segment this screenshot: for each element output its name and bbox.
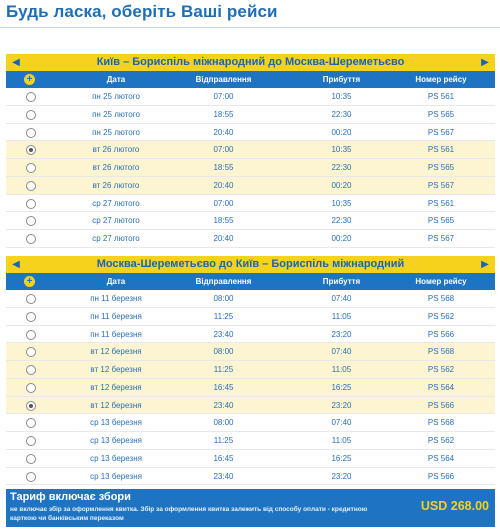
flight-row[interactable] — [6, 432, 495, 450]
flight-radio[interactable] — [26, 401, 36, 411]
flight-radio[interactable] — [26, 163, 36, 173]
arrival-time: 16:25 — [331, 453, 352, 463]
flight-date: ср 13 березня — [90, 436, 142, 445]
flight-radio[interactable] — [26, 330, 36, 340]
arrival-time: 10:35 — [331, 198, 352, 208]
flight-number: PS 562 — [427, 311, 455, 321]
flight-date: пн 25 лютого — [92, 92, 140, 101]
flight-radio[interactable] — [26, 110, 36, 120]
flight-row[interactable] — [6, 308, 495, 326]
arrival-time: 23:20 — [331, 471, 352, 481]
flight-radio[interactable] — [26, 454, 36, 464]
flight-number: PS 566 — [427, 329, 455, 339]
flight-row[interactable] — [6, 141, 495, 159]
flight-number: PS 561 — [427, 92, 455, 101]
departure-time: 07:00 — [213, 92, 234, 101]
column-arrival: Прибуття — [322, 277, 361, 286]
flight-radio[interactable] — [26, 181, 36, 191]
column-flight-number: Номер рейсу — [415, 75, 467, 84]
departure-time: 20:40 — [213, 234, 234, 243]
arrival-time: 10:35 — [331, 92, 352, 101]
flight-date: вт 26 лютого — [92, 180, 140, 190]
departure-time: 11:25 — [213, 365, 234, 374]
flight-date: пн 25 лютого — [92, 109, 140, 119]
flight-date: пн 11 березня — [90, 329, 142, 339]
flight-number: PS 561 — [427, 198, 455, 208]
flight-date: вт 12 березня — [90, 382, 142, 392]
column-departure: Відправлення — [195, 75, 252, 84]
flight-row[interactable] — [6, 397, 495, 415]
chevron-right-icon[interactable]: ▶ — [481, 259, 489, 270]
flight-number: PS 565 — [427, 216, 455, 226]
arrival-time: 07:40 — [331, 294, 352, 303]
plus-circle-icon[interactable]: + — [24, 276, 35, 287]
flight-radio[interactable] — [26, 92, 36, 102]
flight-date: пн 11 березня — [90, 311, 142, 321]
flight-number: PS 567 — [427, 127, 455, 137]
departure-time: 18:55 — [213, 109, 234, 119]
column-departure: Відправлення — [195, 277, 252, 286]
return-flight-list — [6, 290, 495, 485]
flight-date: вт 12 березня — [90, 400, 142, 410]
flight-date: ср 13 березня — [90, 453, 142, 463]
flight-radio[interactable] — [26, 234, 36, 244]
arrival-time: 00:20 — [331, 180, 352, 190]
flight-row[interactable] — [6, 230, 495, 248]
departure-time: 07:00 — [213, 145, 234, 155]
flight-row[interactable] — [6, 361, 495, 379]
flight-row[interactable] — [6, 159, 495, 177]
flight-date: вт 26 лютого — [92, 145, 140, 155]
arrival-time: 23:20 — [331, 329, 352, 339]
fare-title: Тариф включає збори — [10, 491, 131, 503]
return-route-bar — [6, 256, 495, 273]
departure-time: 23:40 — [213, 329, 234, 339]
outbound-flight-list — [6, 88, 495, 248]
flight-number: PS 565 — [427, 163, 455, 172]
arrival-time: 00:20 — [331, 127, 352, 137]
flight-row[interactable] — [6, 195, 495, 213]
arrival-time: 07:40 — [331, 347, 352, 357]
departure-time: 11:25 — [213, 436, 234, 445]
flight-date: ср 27 лютого — [92, 234, 140, 243]
departure-time: 18:55 — [213, 216, 234, 226]
flight-row[interactable] — [6, 468, 495, 486]
arrival-time: 22:30 — [331, 109, 352, 119]
column-arrival: Прибуття — [322, 75, 361, 84]
arrival-time: 10:35 — [331, 145, 352, 155]
departure-time: 23:40 — [213, 471, 234, 481]
flight-date: ср 27 лютого — [92, 216, 140, 226]
departure-time: 20:40 — [213, 127, 234, 137]
return-section — [6, 256, 495, 485]
plus-circle-icon[interactable]: + — [24, 74, 35, 85]
flight-date: ср 13 березня — [90, 418, 142, 428]
flight-row[interactable] — [6, 88, 495, 106]
flight-row[interactable] — [6, 450, 495, 468]
outbound-section — [6, 54, 495, 248]
flight-number: PS 568 — [427, 294, 455, 303]
chevron-left-icon[interactable]: ◀ — [12, 259, 20, 270]
flight-number: PS 564 — [427, 453, 455, 463]
flight-date: ср 13 березня — [90, 471, 142, 481]
flight-number: PS 562 — [427, 436, 455, 445]
arrival-time: 22:30 — [331, 163, 352, 172]
flight-date: пн 25 лютого — [92, 127, 140, 137]
flight-row[interactable] — [6, 212, 495, 230]
outbound-route-bar — [6, 54, 495, 71]
chevron-right-icon[interactable]: ▶ — [481, 57, 489, 68]
total-price: USD 268.00 — [420, 499, 489, 513]
arrival-time: 11:05 — [331, 365, 352, 374]
fare-summary — [6, 489, 495, 527]
flight-row[interactable] — [6, 343, 495, 361]
flight-radio[interactable] — [26, 199, 36, 209]
flight-radio[interactable] — [26, 347, 36, 357]
flight-radio[interactable] — [26, 472, 36, 482]
flight-date: вт 12 березня — [90, 347, 142, 357]
arrival-time: 23:20 — [331, 400, 352, 410]
flight-number: PS 568 — [427, 418, 455, 428]
departure-time: 18:55 — [213, 163, 234, 172]
departure-time: 08:00 — [213, 294, 234, 303]
flight-row[interactable] — [6, 177, 495, 195]
flight-number: PS 566 — [427, 400, 455, 410]
flight-radio[interactable] — [26, 216, 36, 226]
flight-row[interactable] — [6, 326, 495, 344]
flight-number: PS 564 — [427, 382, 455, 392]
flight-row[interactable] — [6, 290, 495, 308]
departure-time: 11:25 — [213, 311, 234, 321]
departure-time: 16:45 — [213, 382, 234, 392]
flight-number: PS 567 — [427, 234, 455, 243]
flight-number: PS 568 — [427, 347, 455, 357]
title-divider — [0, 27, 500, 28]
departure-time: 08:00 — [213, 347, 234, 357]
flight-row[interactable] — [6, 414, 495, 432]
flight-radio[interactable] — [26, 365, 36, 375]
column-flight-number: Номер рейсу — [415, 277, 467, 286]
arrival-time: 22:30 — [331, 216, 352, 226]
flight-radio[interactable] — [26, 312, 36, 322]
arrival-time: 16:25 — [331, 382, 352, 392]
flight-radio[interactable] — [26, 436, 36, 446]
flight-number: PS 565 — [427, 109, 455, 119]
column-date: Дата — [106, 75, 126, 84]
flight-row[interactable] — [6, 106, 495, 124]
arrival-time: 00:20 — [331, 234, 352, 243]
flight-radio[interactable] — [26, 383, 36, 393]
outbound-column-header — [6, 71, 495, 88]
flight-number: PS 562 — [427, 365, 455, 374]
page-title: Будь ласка, оберіть Ваші рейси — [6, 2, 278, 21]
departure-time: 07:00 — [213, 198, 234, 208]
flight-radio[interactable] — [26, 294, 36, 304]
flight-row[interactable] — [6, 379, 495, 397]
flight-date: вт 12 березня — [90, 365, 142, 374]
flight-date: ср 27 лютого — [92, 198, 140, 208]
departure-time: 20:40 — [213, 180, 234, 190]
flight-number: PS 561 — [427, 145, 455, 155]
flight-number: PS 566 — [427, 471, 455, 481]
departure-time: 23:40 — [213, 400, 234, 410]
column-date: Дата — [106, 277, 126, 286]
flight-radio[interactable] — [26, 145, 36, 155]
flight-radio[interactable] — [26, 418, 36, 428]
departure-time: 16:45 — [213, 453, 234, 463]
flight-row[interactable] — [6, 124, 495, 142]
fare-note: не включає збір за оформлення квитка. Збір за оформлення квитка залежить від способу оплати - кредитною карткою чи банківським переказом — [10, 506, 368, 522]
flight-date: вт 26 лютого — [92, 163, 140, 172]
outbound-route-title: Київ – Бориспіль міжнародний до Москва-Шереметьєво — [96, 56, 405, 68]
arrival-time: 07:40 — [331, 418, 352, 428]
arrival-time: 11:05 — [331, 311, 352, 321]
chevron-left-icon[interactable]: ◀ — [12, 57, 20, 68]
flight-number: PS 567 — [427, 180, 455, 190]
flight-radio[interactable] — [26, 128, 36, 138]
return-column-header — [6, 273, 495, 290]
return-route-title: Москва-Шереметьєво до Київ – Бориспіль міжнародний — [96, 258, 405, 270]
arrival-time: 11:05 — [331, 436, 352, 445]
flight-date: пн 11 березня — [90, 294, 142, 303]
departure-time: 08:00 — [213, 418, 234, 428]
